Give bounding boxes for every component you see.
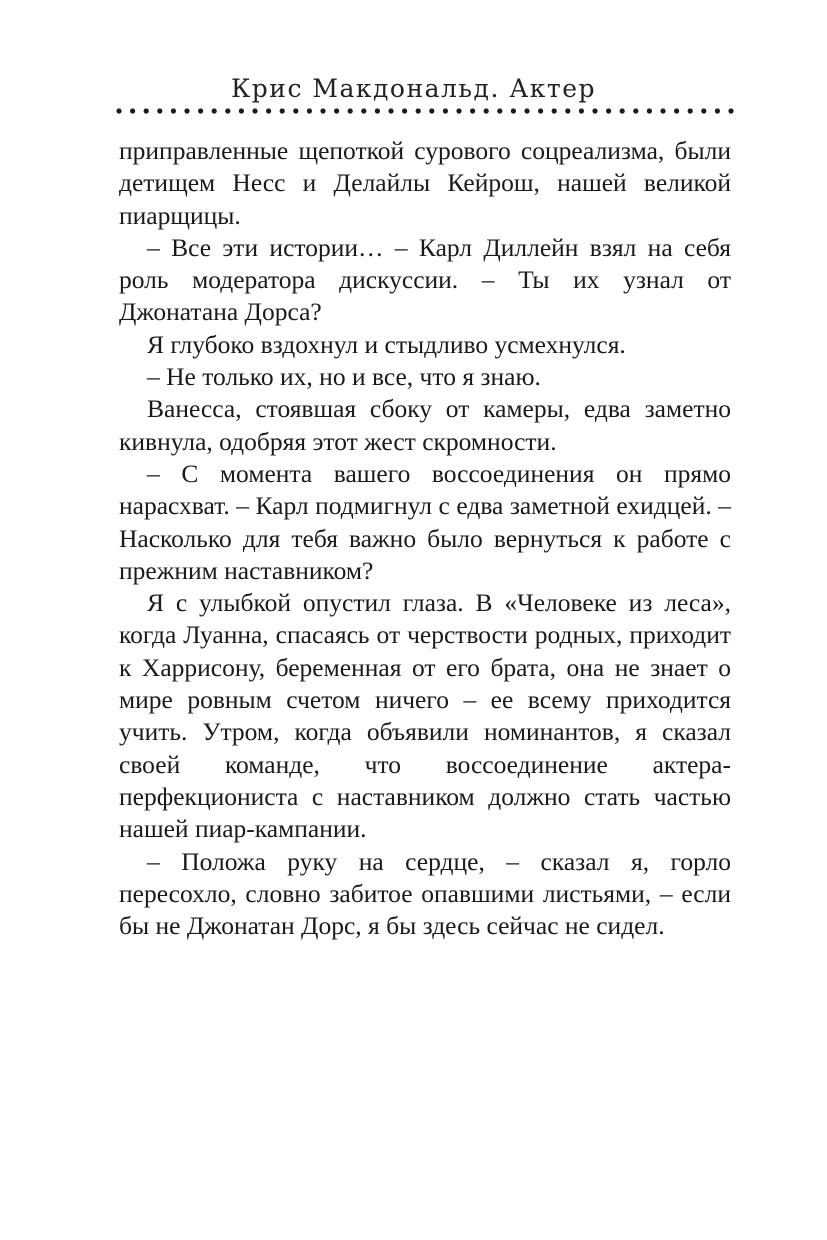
divider-dot	[647, 108, 652, 113]
divider-dot	[280, 108, 285, 113]
paragraph: – Не только их, но и все, что я знаю.	[147, 362, 541, 392]
divider-dot	[660, 108, 665, 113]
divider-dot	[579, 108, 584, 113]
divider-dot	[497, 108, 502, 113]
paragraph: – С момента вашего воссоединения он прямо нарасхват. – Карл подмигнул с едва заметной ехидцей. – Насколько для тебя важно было вернуться к работе с прежним наставником?	[119, 458, 731, 585]
divider-dot	[212, 108, 217, 113]
paragraph: Ванесса, стоявшая сбоку от камеры, едва заметно кивнула, одобряя этот жест скромности.	[119, 394, 731, 456]
divider-dot	[375, 108, 380, 113]
divider-dot	[402, 108, 407, 113]
divider-dot	[592, 108, 597, 113]
paragraph: – Все эти истории… – Карл Диллейн взял на себя роль модератора дискуссии. – Ты их узнал от Джонатана Дорса?	[119, 232, 731, 327]
divider-dot	[633, 108, 638, 113]
paragraph: – Положа руку на сердце, – сказал я, горло пересохло, словно забитое опавшими листьями, – если бы не Джонатан Дорс, я бы здесь сейчас не сидел.	[119, 846, 731, 941]
divider-dot	[715, 108, 720, 113]
divider-dot	[606, 108, 611, 113]
divider-dot	[157, 108, 162, 113]
divider-dot	[361, 108, 366, 113]
divider-dot	[171, 108, 176, 113]
divider-dot	[198, 108, 203, 113]
paragraph: приправленные щепоткой сурового соцреализма, были детищем Несс и Делайлы Кейрош, нашей великой пиарщицы.	[119, 136, 731, 230]
divider-dot	[565, 108, 570, 113]
divider-dot	[388, 108, 393, 113]
divider-dot	[701, 108, 706, 113]
divider-dot	[620, 108, 625, 113]
paragraph: Я глубоко вздохнул и стыдливо усмехнулся.	[147, 329, 626, 359]
dotted-divider	[116, 104, 734, 118]
divider-dot	[334, 108, 339, 113]
paragraph: Я с улыбкой опустил глаза. В «Человеке из леса», когда Луанна, спасаясь от черствости родных, приходит к Харрисону, беременная от его брата, она не знает о мире ровным счетом ничего – ее всему приходится учить. Утром, когда объявили номинантов, я сказал своей команде, что воссоединение актера-перфекциониста с наставником должно стать частью нашей пиар-кампании.	[119, 588, 731, 844]
divider-dot	[252, 108, 257, 113]
divider-dot	[456, 108, 461, 113]
divider-dot	[266, 108, 271, 113]
divider-dot	[674, 108, 679, 113]
divider-dot	[144, 108, 149, 113]
divider-dot	[728, 108, 733, 113]
divider-dot	[307, 108, 312, 113]
divider-dot	[688, 108, 693, 113]
divider-dot	[116, 108, 121, 113]
body-text	[119, 135, 731, 942]
divider-dot	[184, 108, 189, 113]
divider-dot	[293, 108, 298, 113]
divider-dot	[511, 108, 516, 113]
divider-dot	[348, 108, 353, 113]
divider-dot	[130, 108, 135, 113]
divider-dot	[552, 108, 557, 113]
divider-dot	[470, 108, 475, 113]
divider-dot	[443, 108, 448, 113]
divider-dot	[524, 108, 529, 113]
divider-dot	[239, 108, 244, 113]
divider-dot	[416, 108, 421, 113]
divider-dot	[538, 108, 543, 113]
divider-dot	[484, 108, 489, 113]
divider-dot	[429, 108, 434, 113]
divider-dot	[225, 108, 230, 113]
running-header-title: Крис Макдональд. Актер	[230, 74, 597, 103]
divider-dot	[320, 108, 325, 113]
